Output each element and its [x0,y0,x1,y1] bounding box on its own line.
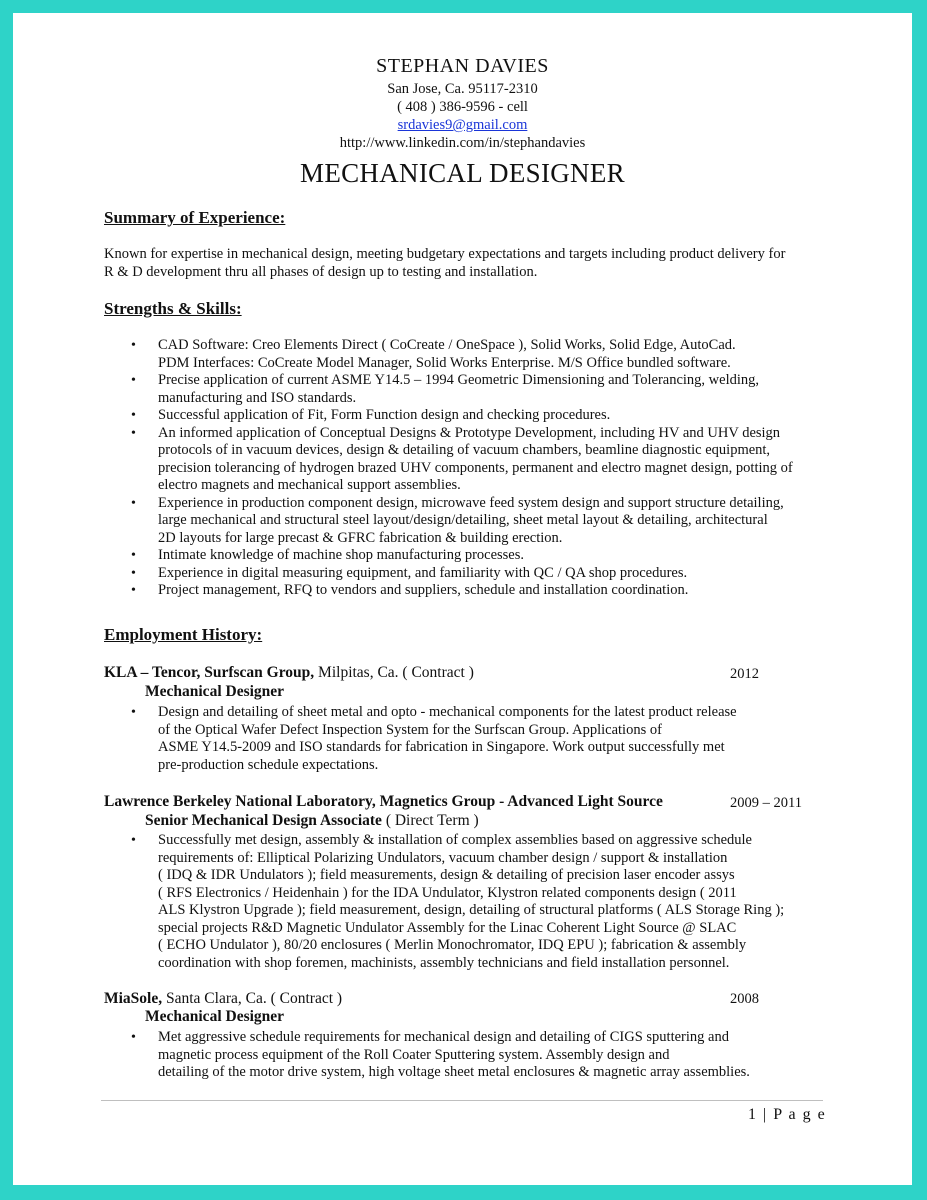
job-duty-line: special projects R&D Magnetic Undulator Assembly for the Linac Coherent Light Source @ SLAC [158,919,737,936]
skill-item [104,407,793,425]
job-role-title: Mechanical Designer [145,683,285,700]
skill-line: • CAD Software: Creo Elements Direct ( CoCreate / OneSpace ), Solid Works, Solid Edge, AutoCad. [158,337,736,353]
email-link[interactable]: srdavies9@gmail.com [397,117,528,133]
job-duty-line: • Design and detailing of sheet metal and opto - mechanical components for the latest product release [158,704,737,720]
job-role-title: Mechanical Designer [145,1008,285,1025]
summary-line: Known for expertise in mechanical design, meeting budgetary expectations and targets including product delivery for [104,246,786,262]
skill-line: precision tolerancing of hydrogen brazed UHV components, permanent and electro magnet design, potting of [158,459,793,476]
phone: ( 408 ) 386-9596 - cell [397,99,528,115]
job-duty-line: of the Optical Wafer Defect Inspection System for the Surfscan Group. Applications of [158,721,662,738]
job-duties [104,704,737,774]
job-duty-line: • Met aggressive schedule requirements for mechanical design and detailing of CIGS sputtering and [158,1029,729,1045]
job-duty-line: ( RFS Electronics / Heidenhain ) for the IDA Undulator, Klystron related components design ( 2011 [158,884,737,901]
skill-line: • An informed application of Conceptual Designs & Prototype Development, including HV and UHV design [158,424,781,441]
skill-line: • Successful application of Fit, Form Function design and checking procedures. [158,407,611,423]
summary-line: R & D development thru all phases of design up to testing and installation. [104,263,538,280]
skill-item [104,425,793,495]
skills-heading: Strengths & Skills: [104,299,242,318]
skill-line: protocols of in vacuum devices, design & detailing of vacuum chambers, beamline diagnostic equipment, [158,442,771,458]
linkedin-url: http://www.linkedin.com/in/stephandavies [339,135,586,151]
job-duty-line: magnetic process equipment of the Roll Coater Sputtering system. Assembly design and [158,1046,670,1063]
job-location: Milpitas, Ca. ( Contract ) [314,664,474,681]
skill-line: • Precise application of current ASME Y14.5 – 1994 Geometric Dimensioning and Tolerancing, welding, [158,372,760,388]
skill-line: manufacturing and ISO standards. [158,389,357,406]
skill-line: • Intimate knowledge of machine shop manufacturing processes. [158,547,525,563]
job-company: Lawrence Berkeley National Laboratory, Magnetics Group - Advanced Light Source [104,793,663,810]
job-company: KLA – Tencor, Surfscan Group, [104,664,315,681]
candidate-name: STEPHAN DAVIES [376,55,549,77]
job-duties [104,1029,750,1082]
job-role [145,812,479,830]
skill-line: large mechanical and structural steel layout/design/detailing, sheet metal layout & detailing, architectural [158,512,768,528]
footer-divider [101,1100,823,1101]
resume-page [13,13,912,1185]
job-duty-line: requirements of: Elliptical Polarizing Undulators, vacuum chamber design / support & installation [158,849,728,866]
job-duty-item [104,832,784,972]
skill-line: • Project management, RFQ to vendors and suppliers, schedule and installation coordination. [158,582,689,598]
address: San Jose, Ca. 95117-2310 [387,81,538,97]
job-header [104,990,342,1008]
job-company: MiaSole, [104,990,163,1007]
skill-line: 2D layouts for large precast & GFRC fabrication & building erection. [158,529,563,546]
job-duty-line: ALS Klystron Upgrade ); field measurement, design, detailing of structural platforms ( ALS Storage Ring ); [158,902,785,918]
job-duty-line: ( ECHO Undulator ), 80/20 enclosures ( Merlin Monochromator, IDQ EPU ); fabrication & assembly [158,937,747,953]
skill-line: electro magnets and mechanical support assemblies. [158,477,461,493]
job-role [145,683,284,701]
skill-item [104,337,793,372]
job-duties [104,832,784,972]
job-location: Santa Clara, Ca. ( Contract ) [162,990,343,1007]
summary-heading: Summary of Experience: [104,208,286,227]
job-year: 2009 – 2011 [730,795,802,811]
job-duty-line: detailing of the motor drive system, high voltage sheet metal enclosures & magnetic array assemblies. [158,1064,750,1080]
job-role-title: Senior Mechanical Design Associate [145,812,382,829]
skill-item [104,565,793,583]
job-duty-line: ( IDQ & IDR Undulators ); field measurements, design & detailing of precision laser encoder assys [158,867,735,883]
job-role [145,1008,284,1026]
job-duty-line: coordination with shop foremen, machinists, assembly technicians and field installation personnel. [158,954,730,971]
skill-line: • Experience in digital measuring equipment, and familiarity with QC / QA shop procedures. [158,564,688,581]
skill-line: PDM Interfaces: CoCreate Model Manager, Solid Works Enterprise. M/S Office bundled software. [158,354,731,371]
page-number: 1 | P a g e [748,1106,827,1123]
skill-item [104,547,793,565]
skills-list [104,337,793,600]
job-duty-item [104,704,737,774]
job-header [104,664,474,682]
skill-item [104,495,793,548]
skill-line: • Experience in production component design, microwave feed system design and support structure detailing, [158,494,784,511]
skill-item [104,372,793,407]
job-duty-item [104,1029,750,1082]
employment-heading: Employment History: [104,625,263,644]
job-header [104,793,663,811]
job-year: 2008 [730,991,759,1007]
summary-text [104,246,834,281]
job-title: MECHANICAL DESIGNER [300,158,625,188]
job-duty-line: • Successfully met design, assembly & installation of complex assemblies based on aggressive schedule [158,832,752,848]
job-role-note: ( Direct Term ) [381,812,479,829]
job-duty-line: pre-production schedule expectations. [158,756,379,773]
job-duty-line: ASME Y14.5-2009 and ISO standards for fabrication in Singapore. Work output successfully met [158,739,725,755]
skill-item [104,582,793,600]
job-year: 2012 [730,666,759,682]
